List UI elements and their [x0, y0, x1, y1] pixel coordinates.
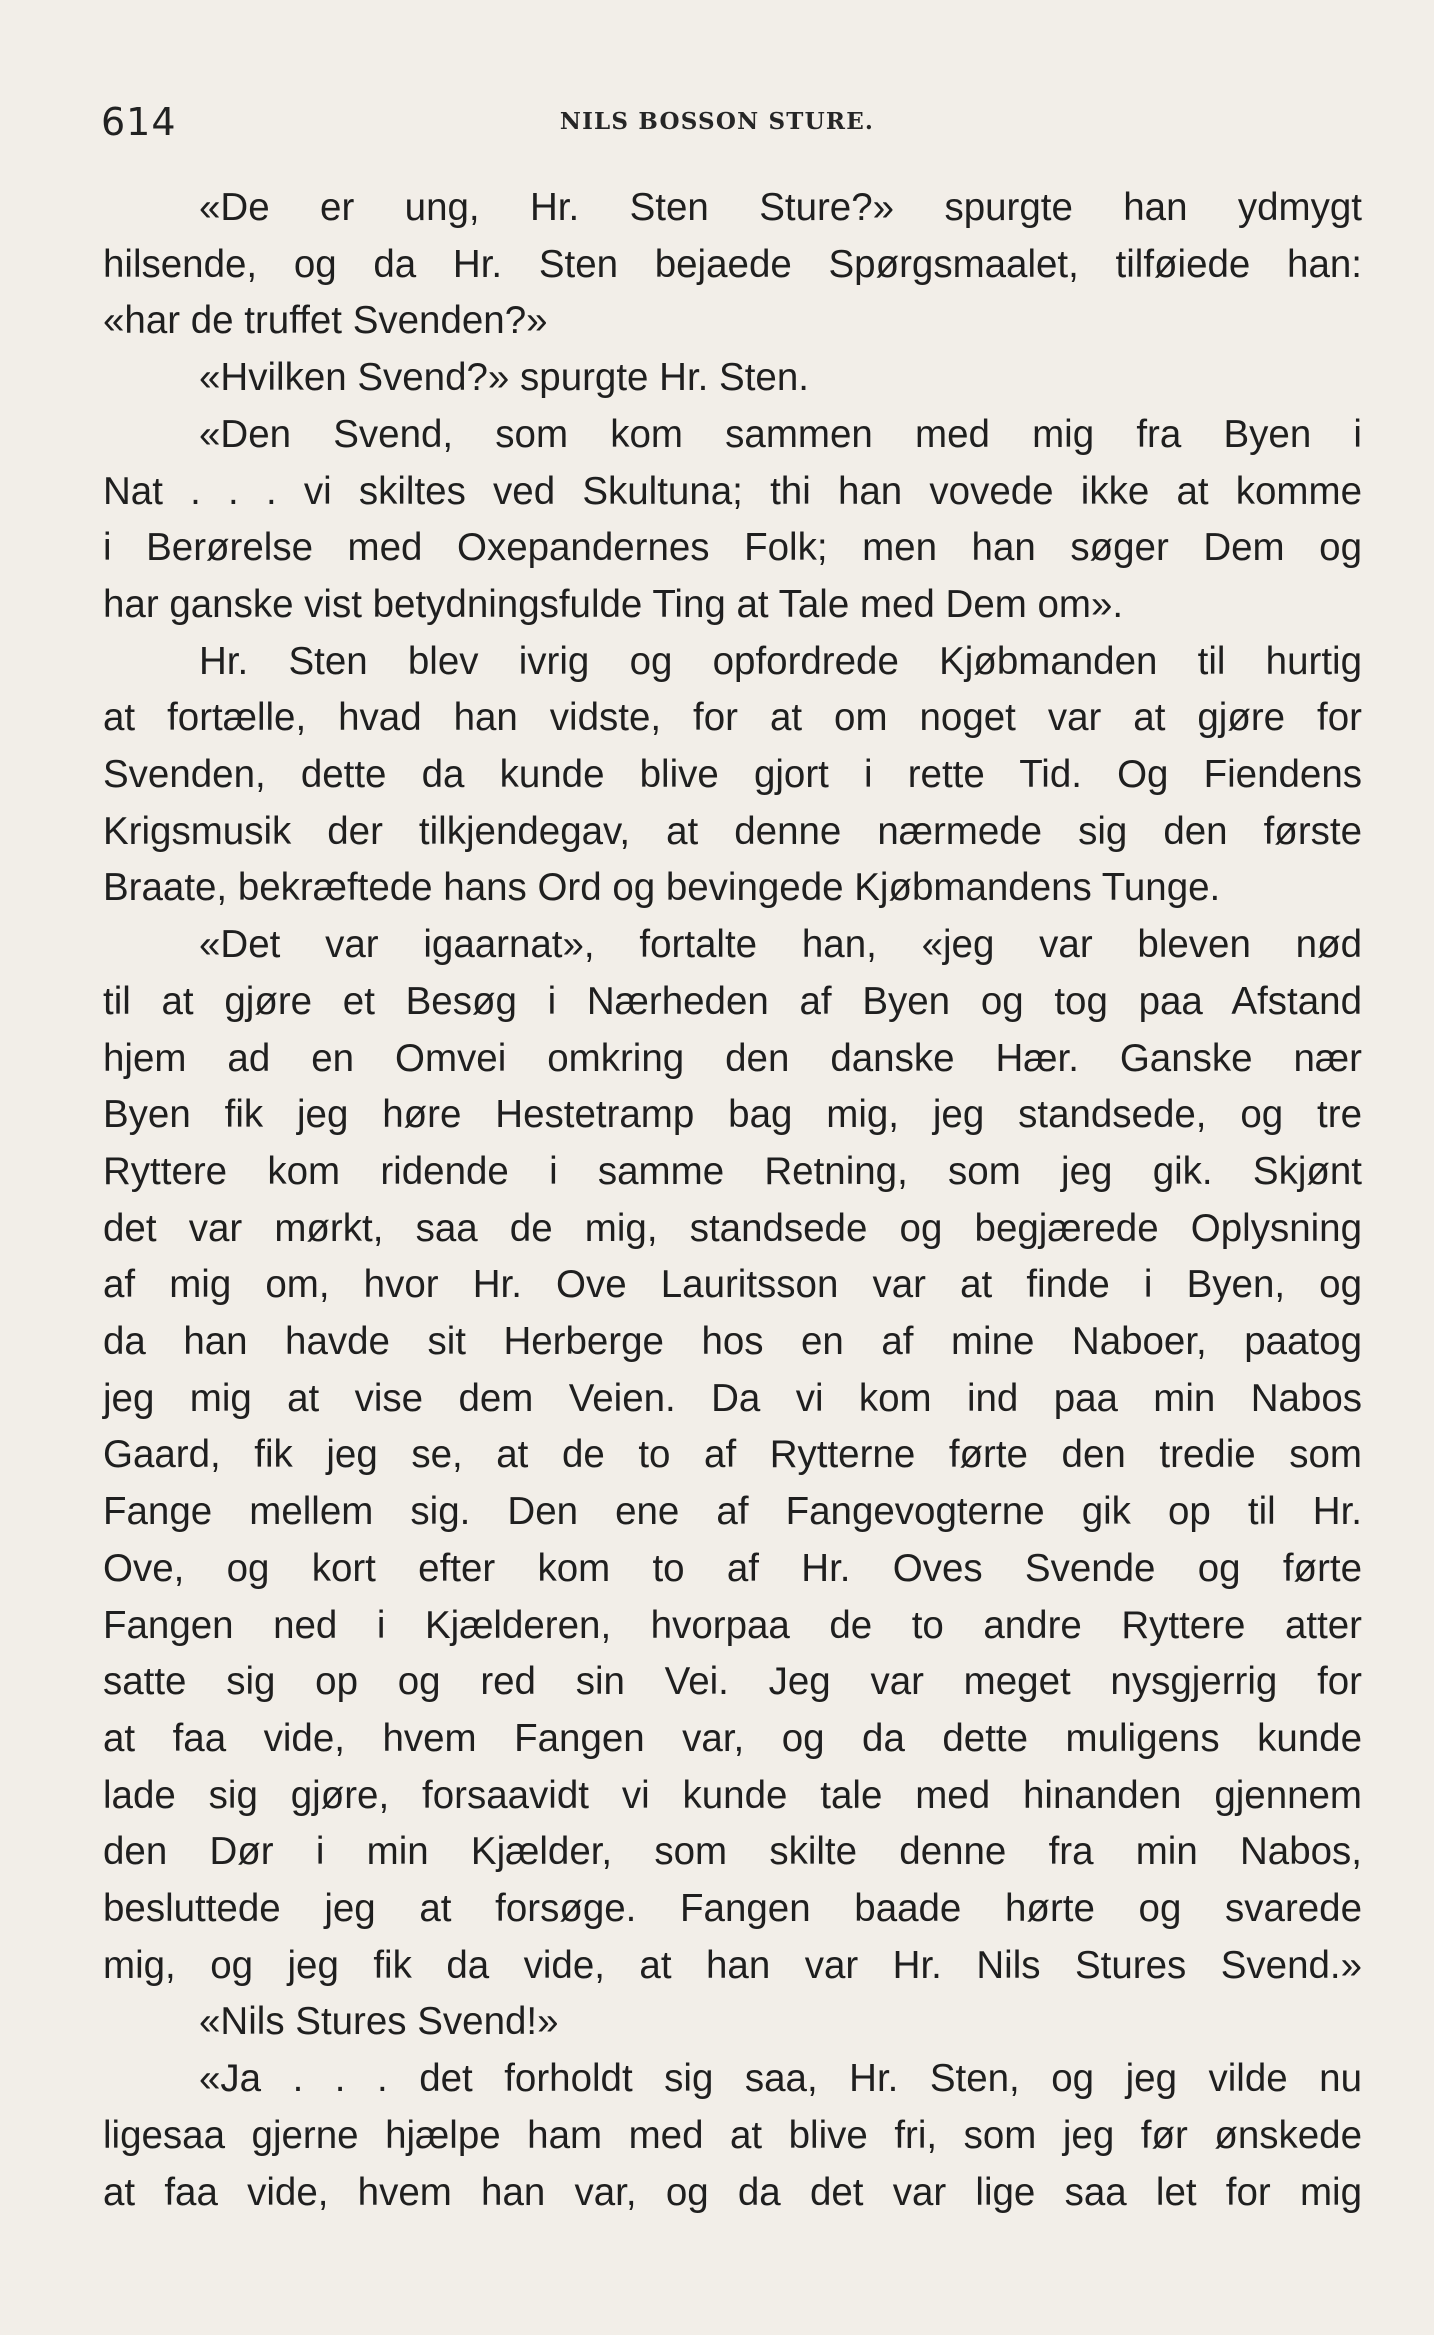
text-line: «Hvilken Svend?» spurgte Hr. Sten. — [199, 356, 809, 400]
text-line: den Dør i min Kjælder, som skilte denne fra min Nabos, — [103, 1830, 1362, 1874]
text-line: Gaard, fik jeg se, at de to af Rytterne førte den tredie som — [103, 1433, 1362, 1477]
text-line: satte sig op og red sin Vei. Jeg var meget nysgjerrig for — [103, 1660, 1362, 1704]
text-line: Braate, bekræftede hans Ord og bevingede Kjøbmandens Tunge. — [103, 866, 1221, 910]
text-line: at faa vide, hvem Fangen var, og da dette muligens kunde — [103, 1716, 1362, 1760]
text-line: «Det var igaarnat», fortalte han, «jeg var bleven nød — [199, 923, 1362, 967]
text-line: da han havde sit Herberge hos en af mine Naboer, paatog — [103, 1320, 1362, 1363]
text-line: Fange mellem sig. Den ene af Fangevogterne gik op til Hr. — [103, 1490, 1362, 1534]
text-line: det var mørkt, saa de mig, standsede og begjærede Oplysning — [103, 1206, 1362, 1250]
text-line: i Berørelse med Oxepandernes Folk; men han søger Dem og — [103, 526, 1362, 570]
text-line: Fangen ned i Kjælderen, hvorpaa de to andre Ryttere atter — [103, 1603, 1362, 1647]
text-line: at fortælle, hvad han vidste, for at om noget var at gjøre for — [103, 696, 1362, 740]
text-line: Ove, og kort efter kom to af Hr. Oves Svende og førte — [103, 1546, 1362, 1590]
running-head: NILS BOSSON STURE. — [559, 108, 875, 135]
text-line: mig, og jeg fik da vide, at han var Hr. Nils Stures Svend.» — [103, 1943, 1362, 1987]
text-line: «Nils Stures Svend!» — [199, 2000, 559, 2044]
text-line: Hr. Sten blev ivrig og opfordrede Kjøbmanden til hurtig — [199, 639, 1362, 683]
text-line: hjem ad en Omvei omkring den danske Hær. Ganske nær — [103, 1036, 1362, 1080]
text-line: «har de truffet Svenden?» — [103, 299, 548, 343]
text-line: at faa vide, hvem han var, og da det var lige saa let for mig — [103, 2170, 1362, 2214]
text-line: ligesaa gjerne hjælpe ham med at blive fri, som jeg før ønskede — [103, 2113, 1362, 2157]
text-line: jeg mig at vise dem Veien. Da vi kom ind paa min Nabos — [103, 1376, 1362, 1420]
text-line: «Den Svend, som kom sammen med mig fra Byen i — [199, 412, 1362, 456]
text-line: har ganske vist betydningsfulde Ting at Tale med Dem om». — [103, 582, 1124, 626]
text-line: Byen fik jeg høre Hestetramp bag mig, jeg standsede, og tre — [103, 1093, 1362, 1137]
text-line: Svenden, dette da kunde blive gjort i rette Tid. Og Fiendens — [103, 753, 1362, 796]
text-line: Krigsmusik der tilkjendegav, at denne nærmede sig den første — [103, 809, 1362, 853]
text-line: «Ja . . . det forholdt sig saa, Hr. Sten, og jeg vilde nu — [199, 2057, 1362, 2101]
text-line: Ryttere kom ridende i samme Retning, som jeg gik. Skjønt — [103, 1149, 1362, 1193]
text-line: til at gjøre et Besøg i Nærheden af Byen og tog paa Afstand — [103, 979, 1362, 1023]
text-line: Nat . . . vi skiltes ved Skultuna; thi han vovede ikke at komme — [103, 469, 1362, 513]
page-number: 614 — [101, 100, 177, 144]
text-line: af mig om, hvor Hr. Ove Lauritsson var at finde i Byen, og — [103, 1263, 1362, 1307]
text-line: besluttede jeg at forsøge. Fangen baade hørte og svarede — [103, 1887, 1362, 1930]
text-line: «De er ung, Hr. Sten Sture?» spurgte han ydmygt — [199, 186, 1362, 229]
text-line: hilsende, og da Hr. Sten bejaede Spørgsmaalet, tilføiede han: — [103, 242, 1362, 286]
text-line: lade sig gjøre, forsaavidt vi kunde tale med hinanden gjennem — [103, 1773, 1362, 1817]
